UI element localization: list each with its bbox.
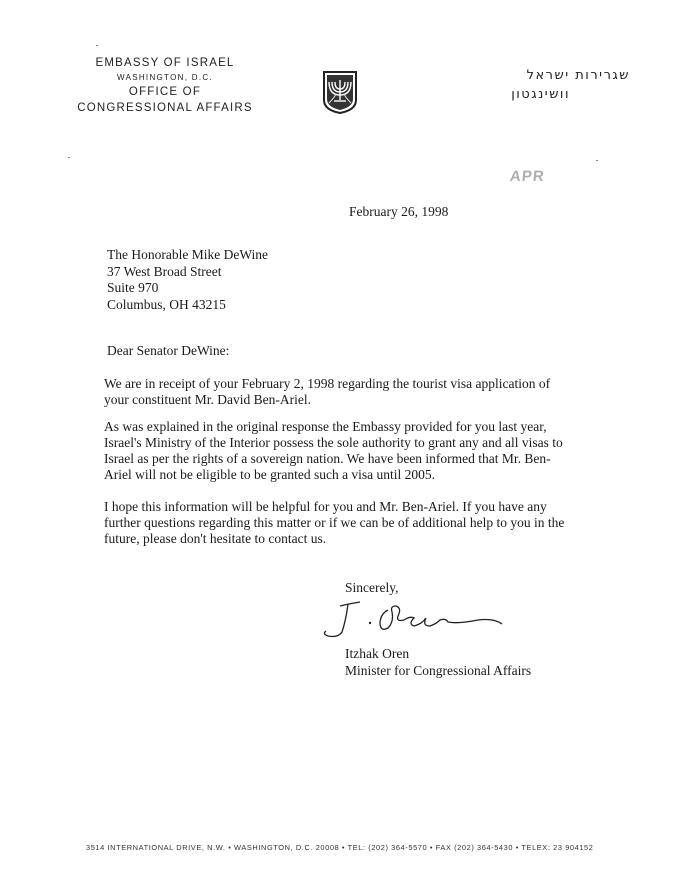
embassy-city: WASHINGTON, D.C. [117, 73, 213, 82]
hebrew-city-line: וושינגטון [511, 87, 570, 102]
hebrew-embassy-line: שגרירות ישראל [526, 68, 630, 83]
body-paragraph-3: I hope this information will be helpful for you and Mr. Ben-Ariel. If you have any further questions regarding this matter or if we can be of additional help to you in the future, please don't hesitate to contact us. [104, 499, 565, 546]
scan-speck [68, 157, 70, 158]
footer-contact: 3514 INTERNATIONAL DRIVE, N.W. • WASHINGTON, D.C. 20008 • TEL: (202) 364-5570 • FAX (202) 364-5430 • TELEX: 23 904152 [86, 843, 594, 852]
received-stamp: APR [509, 168, 546, 185]
scan-speck [96, 45, 98, 46]
handwritten-signature [318, 598, 508, 642]
recipient-name: The Honorable Mike DeWine [107, 247, 269, 262]
scan-speck [596, 160, 598, 161]
menorah-emblem-icon [320, 70, 360, 114]
signer-name: Itzhak Oren [345, 646, 410, 661]
letterhead-left [60, 57, 270, 114]
body-paragraph-2: As was explained in the original response the Embassy provided for you last year, Israel's Ministry of the Interior possess the sole authority to grant any and all visas to Israel as per the rights of a sovereign nation. We have been informed that Mr. Ben-Ariel will not be eligible to be granted such a visa until 2005. [104, 419, 563, 482]
office-line-1: OFFICE OF [128, 86, 202, 98]
letter-date: February 26, 1998 [349, 204, 449, 219]
office-line-2: CONGRESSIONAL AFFAIRS [77, 102, 253, 114]
letterhead-hebrew [450, 68, 630, 102]
embassy-name: EMBASSY OF ISRAEL [95, 57, 235, 69]
salutation: Dear Senator DeWine: [107, 343, 230, 358]
recipient-suite: Suite 970 [107, 280, 159, 295]
recipient-street: 37 West Broad Street [107, 263, 222, 279]
signer-title: Minister for Congressional Affairs [345, 662, 532, 678]
closing: Sincerely, [345, 580, 399, 595]
body-paragraph-1: We are in receipt of your February 2, 1998 regarding the tourist visa application of your constituent Mr. David Ben-Ariel. [104, 376, 551, 407]
signer-block [345, 646, 531, 679]
recipient-city: Columbus, OH 43215 [107, 296, 226, 312]
recipient-address [107, 247, 268, 313]
